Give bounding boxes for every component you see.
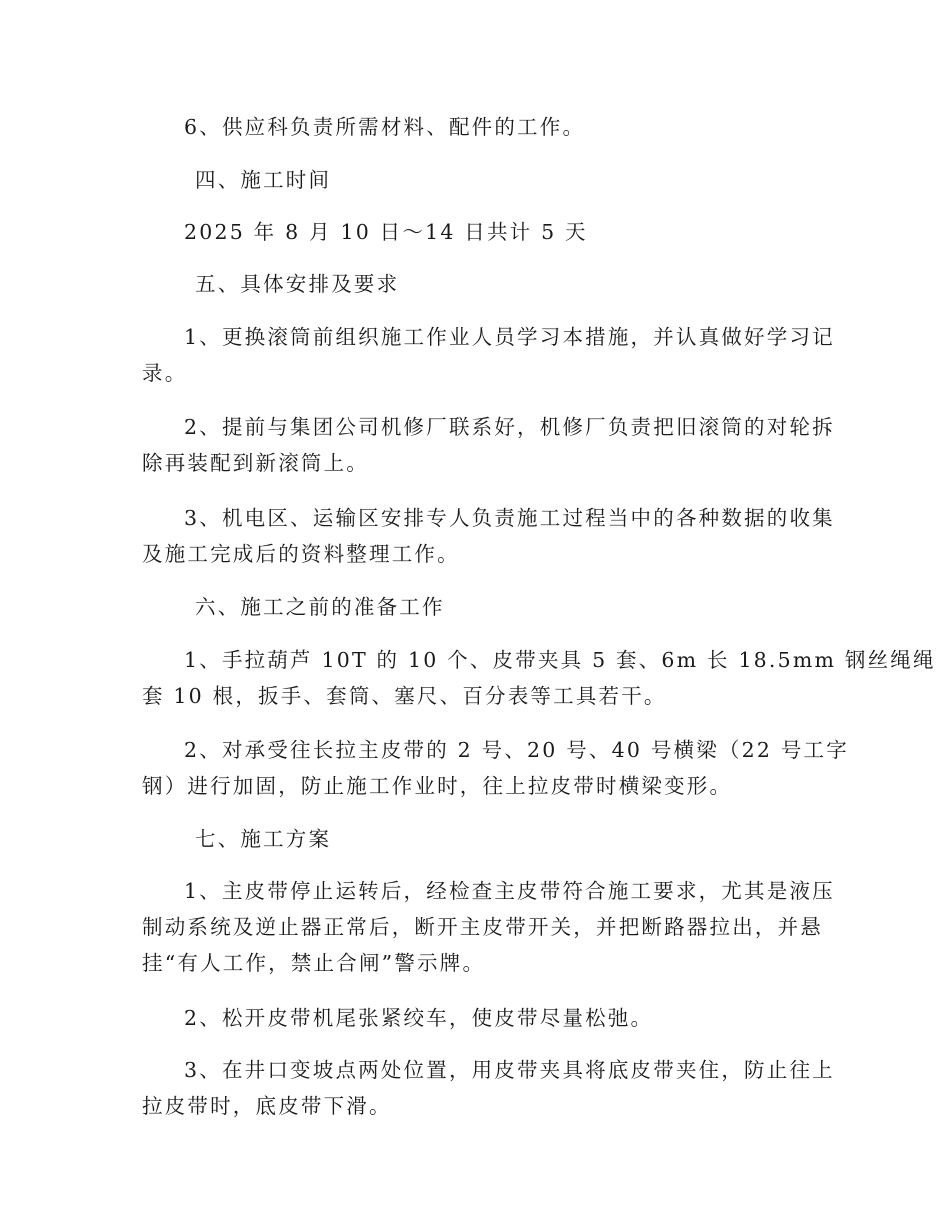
s7-item-1-line-2: 制动系统及逆止器正常后，断开主皮带开关，并把断路器拉出，并悬	[142, 915, 823, 939]
s5-item-2-line-2: 除再装配到新滚筒上。	[142, 451, 369, 475]
s6-item-1-line-2: 套 10 根，扳手、套筒、塞尺、百分表等工具若干。	[142, 684, 667, 708]
section-6-heading: 六、施工之前的准备工作	[195, 595, 445, 619]
s7-item-2: 2、松开皮带机尾张紧绞车，使皮带尽量松弛。	[184, 1006, 654, 1030]
section-5-heading: 五、具体安排及要求	[195, 272, 400, 296]
s7-item-1-line-1: 1、主皮带停止运转后，经检查主皮带符合施工要求，尤其是液压	[184, 879, 835, 903]
s6-item-2-line-2: 钢）进行加固，防止施工作业时，往上拉皮带时横梁变形。	[142, 774, 733, 798]
s5-item-3-line-1: 3、机电区、运输区安排专人负责施工过程当中的各种数据的收集	[184, 506, 835, 530]
s6-item-2-line-1: 2、对承受往长拉主皮带的 2 号、20 号、40 号横梁（22 号工字	[184, 738, 849, 762]
s7-item-3-line-1: 3、在井口变坡点两处位置，用皮带夹具将底皮带夹住，防止往上	[184, 1058, 835, 1082]
s5-item-2-line-1: 2、提前与集团公司机修厂联系好，机修厂负责把旧滚筒的对轮拆	[184, 415, 835, 439]
item-6-supply: 6、供应科负责所需材料、配件的工作。	[184, 115, 586, 139]
s7-item-1-line-3: 挂“有人工作，禁止合闸”警示牌。	[142, 951, 486, 975]
s6-item-1-line-1: 1、手拉葫芦 10T 的 10 个、皮带夹具 5 套、6m 长 18.5mm 钢丝绳绳	[184, 648, 936, 672]
s5-item-3-line-2: 及施工完成后的资料整理工作。	[142, 542, 460, 566]
s7-item-3-line-2: 拉皮带时，底皮带下滑。	[142, 1094, 392, 1118]
section-7-heading: 七、施工方案	[195, 827, 332, 851]
section-4-heading: 四、施工时间	[195, 168, 332, 192]
construction-time: 2025 年 8 月 10 日～14 日共计 5 天	[184, 220, 588, 244]
s5-item-1-line-2: 录。	[142, 361, 188, 385]
s5-item-1-line-1: 1、更换滚筒前组织施工作业人员学习本措施，并认真做好学习记	[184, 325, 835, 349]
